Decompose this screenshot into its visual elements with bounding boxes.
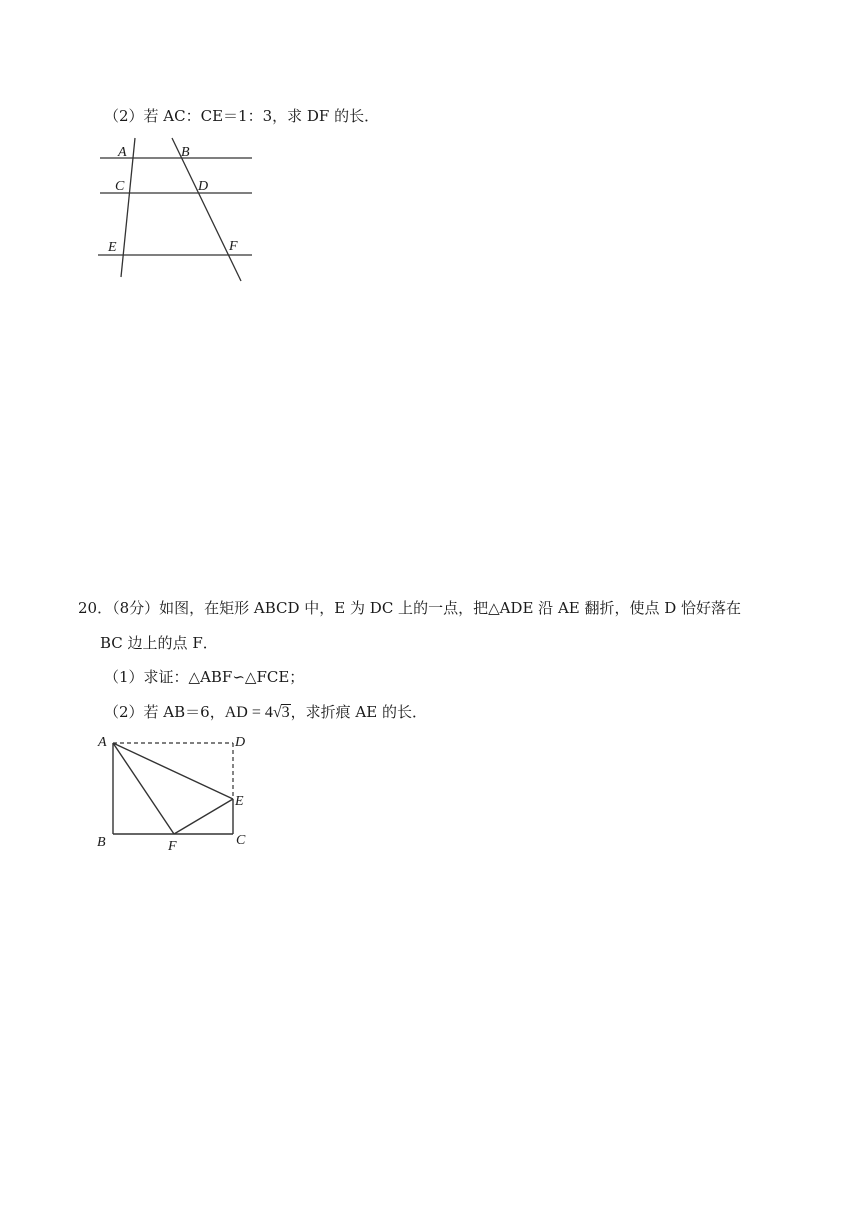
sqrt-icon: √ [272,704,282,721]
q20-stem-line2: BC 边上的点 F． [100,634,218,652]
segment-fe [174,799,233,834]
q20-part2-math-root: 3 [281,704,290,721]
label-c: C [115,179,125,194]
label-a: A [118,145,127,160]
q20-part1-text: （1）求证：△ABF∽△FCE； [104,668,305,686]
label-a: A [98,735,107,750]
q20-part2-suffix: ，求折痕 AE 的长． [290,703,427,721]
q20-rectangle-fold-figure [92,728,257,860]
label-e: E [108,240,117,255]
label-d: D [235,735,246,750]
q19-parallel-lines-figure [95,136,260,290]
label-f: F [168,839,177,854]
q20-figure-svg [92,728,257,856]
label-f: F [229,239,238,254]
q20-part2-math-lhs: AD = 4 [224,704,273,721]
label-e: E [235,794,244,809]
label-c: C [236,833,246,848]
q19-part2-text: （2）若 AC：CE＝1：3，求 DF 的长． [104,107,380,125]
label-b: B [181,145,190,160]
label-d: D [198,179,209,194]
q20-stem-line1: 20．（8分）如图，在矩形 ABCD 中，E 为 DC 上的一点，把△ADE 沿 AE 翻折，使点 D 恰好落在 [78,599,742,617]
q19-figure-svg [95,136,260,286]
q20-part2-prefix: （2）若 AB＝6， [104,703,225,721]
q20-part2-text [104,702,427,723]
label-b: B [97,835,106,850]
